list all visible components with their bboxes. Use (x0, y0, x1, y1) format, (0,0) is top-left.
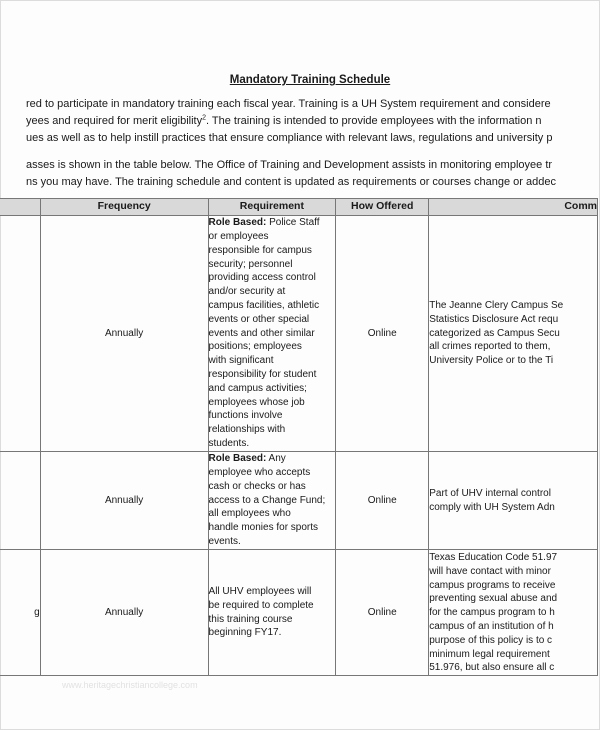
paragraph-line: ns you may have. The training schedule and content is updated as requirements or courses change or addec (26, 176, 556, 188)
comment-line: will have contact with minor (429, 565, 551, 577)
requirement-line: employee who accepts (208, 467, 311, 478)
intro-paragraph (26, 96, 552, 147)
requirement-line: events or other special (208, 313, 310, 325)
requirement-line: Role Based: Police Staff (208, 217, 320, 229)
how-offered-cell: Online (336, 216, 429, 452)
requirement-line: relationships with (208, 424, 286, 436)
requirement-cell (208, 452, 336, 550)
requirement-line: students. (208, 437, 250, 449)
requirement-line: events. (208, 535, 241, 547)
comment-line: University Police or to the Ti (429, 355, 554, 367)
comment-line: preventing sexual abuse and (429, 593, 558, 605)
table-row (0, 550, 598, 676)
how-offered-cell: Online (336, 452, 429, 550)
comment-line: comply with UH System Adn (429, 501, 555, 513)
comment-line: Statistics Disclosure Act requ (429, 313, 559, 325)
requirement-line: with significant (208, 355, 274, 367)
requirement-line: all employees who (208, 508, 291, 520)
requirement-line: positions; employees (208, 341, 302, 353)
table-row (0, 216, 598, 452)
header-requirement: Requirement (208, 199, 336, 216)
comment-line: for the campus program to h (429, 607, 555, 619)
comment-line: Texas Education Code 51.97 (429, 552, 558, 563)
requirement-line: providing access control (208, 272, 316, 284)
requirement-line: and/or security at (208, 286, 286, 298)
frequency-cell: Annually (40, 216, 208, 452)
table-header-row (0, 199, 598, 216)
comment-line: campus of an institution of h (429, 620, 554, 632)
schedule-paragraph (26, 157, 556, 191)
requirement-line: employees whose job (208, 396, 305, 408)
requirement-line: this training course (208, 613, 293, 625)
paragraph-line: ues as well as to help instill practices that ensure compliance with relevant laws, regulations and university p (26, 132, 553, 144)
header-comments: Comm (429, 199, 598, 216)
frequency-cell: Annually (40, 550, 208, 676)
comments-cell (429, 216, 598, 452)
comments-cell (429, 550, 598, 676)
row-label (0, 452, 40, 550)
footnote-marker: 2 (202, 114, 206, 122)
row-label (0, 216, 40, 452)
table-row (0, 452, 598, 550)
watermark: www.heritagechristiancollege.com (62, 680, 198, 690)
comments-cell (429, 452, 598, 550)
role-based-label: Role Based: (208, 453, 267, 465)
comment-line: The Jeanne Clery Campus Se (429, 300, 564, 311)
training-schedule-table (0, 198, 598, 676)
requirement-line: handle monies for sports (208, 522, 319, 534)
comment-line: Part of UHV internal control (429, 487, 551, 499)
requirement-line: security; personnel (208, 258, 293, 270)
comment-line: campus programs to receive (429, 579, 556, 591)
requirement-line: campus facilities, athletic (208, 300, 320, 311)
how-offered-cell: Online (336, 550, 429, 676)
requirement-line: be required to complete (208, 599, 314, 611)
requirement-line: beginning FY17. (208, 627, 282, 639)
requirement-line: access to a Change Fund; (208, 494, 326, 506)
requirement-line: cash or checks or has (208, 480, 306, 492)
document-title: Mandatory Training Schedule (229, 74, 391, 86)
frequency-cell: Annually (40, 452, 208, 550)
header-blank (0, 199, 40, 216)
comment-line: minimum legal requirement (429, 648, 550, 660)
requirement-line: Role Based: Any (208, 453, 286, 465)
requirement-line: All UHV employees will (208, 585, 312, 597)
requirement-line: functions involve (208, 410, 283, 422)
requirement-cell (208, 550, 336, 676)
paragraph-line: asses is shown in the table below. The Office of Training and Development assists in monitoring employee tr (26, 159, 553, 171)
requirement-line: responsible for campus (208, 244, 312, 256)
requirement-line: and campus activities; (208, 382, 307, 394)
requirement-cell (208, 216, 336, 452)
paragraph-line: red to participate in mandatory training each fiscal year. Training is a UH System requirement and considere (26, 98, 551, 110)
comment-line: categorized as Campus Secu (429, 327, 560, 339)
paragraph-line: yees and required for merit eligibility$^2$. The training is intended to provide employees with the information n (26, 114, 542, 127)
requirement-line: responsibility for student (208, 368, 317, 380)
comment-line: 51.976, but also ensure all c (429, 662, 555, 674)
header-frequency: Frequency (40, 199, 208, 216)
comment-line: purpose of this policy is to c (429, 634, 553, 646)
requirement-line: events and other similar (208, 327, 315, 339)
comment-line: all crimes reported to them, (429, 341, 551, 353)
requirement-line: or employees (208, 231, 269, 243)
row-label: g (0, 550, 40, 676)
role-based-label: Role Based: (208, 217, 267, 229)
header-how-offered: How Offered (336, 199, 429, 216)
